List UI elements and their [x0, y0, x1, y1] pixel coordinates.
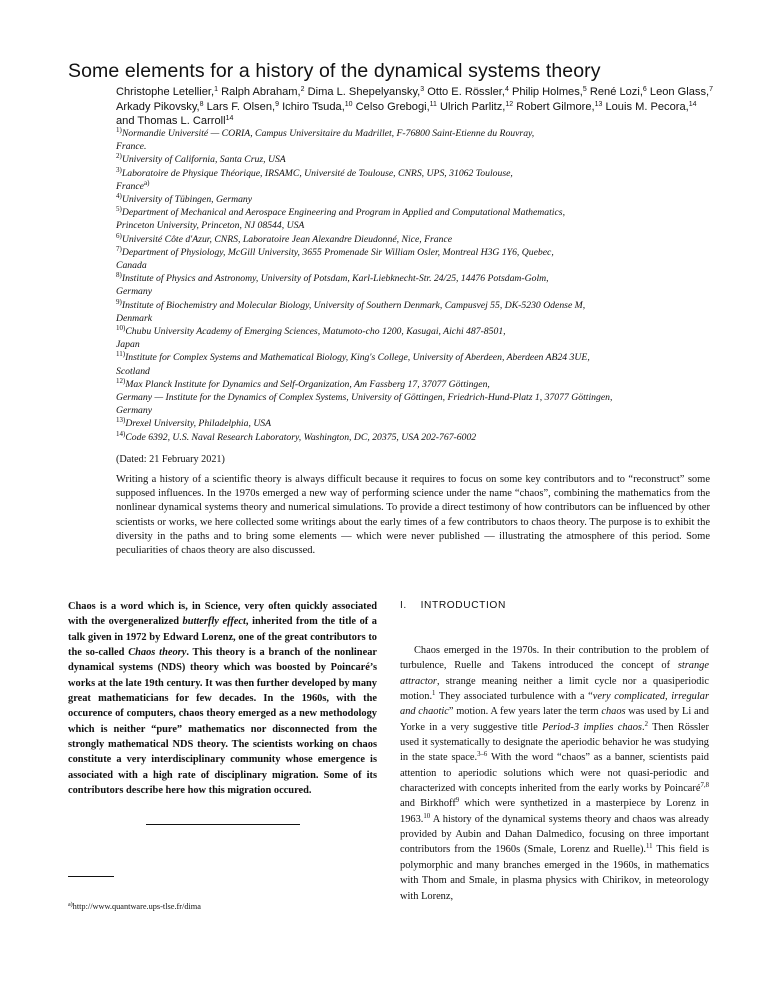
citation[interactable]: 9: [455, 797, 460, 805]
citation[interactable]: 7,8: [700, 782, 709, 790]
footnote: $^{a)}$http://www.quantware.ups-tlse.fr/dima: [68, 902, 201, 911]
author: Ulrich Parlitz,$^{12}$: [440, 100, 514, 113]
citation[interactable]: 11: [646, 843, 653, 851]
affiliation: $^{10)}$Chubu University Academy of Emerging Sciences, Matumoto-cho 1200, Kasugai, Aichi 487-8501, Japan: [116, 324, 506, 351]
affiliation: $^{12)}$Max Planck Institute for Dynamics and Self-Organization, Am Fassberg 17, 37077 Göttingen, Germany — Institute for the Dynamics of Complex Systems, University of Göttingen, Friedrich-Hund-Platz 1, 37077 Göttingen, Germany: [116, 376, 613, 417]
author: Ichiro Tsuda,$^{10}$: [282, 100, 353, 113]
section-heading: I. INTRODUCTION: [400, 600, 506, 611]
paper-title: Some elements for a history of the dynamical systems theory: [68, 60, 601, 82]
affiliation: $^{9)}$Institute of Biochemistry and Molecular Biology, University of Southern Denmark, Campusvej 55, DK-5230 Odense M, Denmark: [116, 297, 586, 324]
author-list: [116, 85, 716, 129]
author: Celso Grebogi,$^{11}$: [355, 100, 437, 113]
dated-line: (Dated: 21 February 2021): [116, 454, 225, 465]
author: Christophe Letellier,$^1$: [116, 86, 218, 98]
author: Robert Gilmore,$^{13}$: [516, 100, 603, 113]
affiliation-list: [116, 127, 716, 444]
abstract: Writing a history of a scientific theory is always difficult because it requires to focus on some key contributors and to “reconstruct” some supposed influences. In the 1970s emerged a new way of performing science under the name “chaos”, combining the mathematics from the nonlinear dynamical systems theory and numerical simulations. To provide a direct testimony of how contributors can be influenced by other scientists or works, we here collected some writings about the early times of a few contributors to chaos theory. The purpose is to exhibit the diversity in the paths and to bring some elements — which were never published — illustrating the atmosphere of this period. Some peculiarities of chaos theory are also discussed.: [116, 474, 710, 557]
citation[interactable]: 10: [423, 812, 431, 820]
affiliation: $^{8)}$Institute of Physics and Astronomy, University of Potsdam, Karl-Liebknecht-Str. 24/25, 14476 Potsdam-Golm, Germany: [116, 271, 549, 298]
affiliation: $^{1)}$Normandie Université — CORIA, Campus Universitaire du Madrillet, F-76800 Saint-Etienne du Rouvray, France.: [116, 126, 535, 153]
footnote-link[interactable]: http://www.quantware.ups-tlse.fr/dima: [72, 902, 201, 911]
citation[interactable]: 1: [432, 690, 436, 698]
author: René Lozi,$^6$: [589, 86, 647, 98]
citation[interactable]: 2: [644, 720, 648, 728]
affiliation: $^{11)}$Institute for Complex Systems and Mathematical Biology, King's College, University of Aberdeen, Aberdeen AB24 3UE, Scotland: [116, 350, 590, 377]
separator-rule: [146, 824, 300, 825]
affiliation: $^{14)}$Code 6392, U.S. Naval Research Laboratory, Washington, DC, 20375, USA 202-767-6002: [116, 429, 477, 443]
author: Leon Glass,$^7$: [649, 86, 714, 98]
author: Philip Holmes,$^5$: [511, 86, 587, 98]
affiliation: $^{6)}$Université Côte d'Azur, CNRS, Laboratoire Jean Alexandre Dieudonné, Nice, France: [116, 231, 453, 245]
affiliation: $^{13)}$Drexel University, Philadelphia, USA: [116, 416, 272, 430]
affiliation: $^{2)}$University of California, Santa Cruz, USA: [116, 152, 286, 166]
intro-paragraph: Chaos emerged in the 1970s. In their contribution to the problem of turbulence, Ruelle and Takens introduced the concept of strange attractor, strange meaning neither a limit cycle nor a quasiperiodic motion.$^1$ They associated turbulence with a “very complicated, irregular and chaotic” motion. A few years later the term chaos was used by Li and Yorke in a very suggestive title Period-3 implies chaos.$^2$ Then Rössler used it systematically to designate the aperiodic behavior he was studying in the state space.$^{3-6}$ With the word “chaos” as a banner, scientists paid attention to aperiodic solutions which were not quasi-periodic and characterized with concepts inherited from the early works by Poincaré$^{7,8}$ and Birkhoff$^9$ which were synthetized in a masterpiece by Lorenz in 1963.10 A history of the dynamical systems theory and chaos was already provided by Aubin and Dahan Dalmedico, focusing on three important contributors from the 1960s (Smale, Lorenz and Ruelle).$^{11}$ This field is polymorphic and many branches emerged in the 1960s, in mathematics with Thom and Smale, in plasma physics with Chirikov, in meteorology with Lorenz,: [400, 645, 710, 902]
lead-paragraph: Chaos is a word which is, in Science, very often quickly associated with the overgeneralized butterfly effect, inherited from the title of a talk given in 1972 by Edward Lorenz, one of the great contributors to the so-called Chaos theory. This theory is a branch of the nonlinear dynamical systems (NDS) theory which was boosted by Poincaré’s works at the late 19th century. It was then further developed by many great mathematicians for few decades. In the 1960s, with the occurence of computers, chaos theory emerged as a new methodology which is neither “pure” mathematics nor disconnected from the strongly mathematical NDS theory. The scientists working on chaos constitute a very interdisciplinary community whose emergence is associated with a high rate of disciplinary migration. Some of its contributors describe here how this migration occured.: [68, 601, 378, 797]
affiliation: $^{4)}$University of Tübingen, Germany: [116, 192, 253, 206]
author: Ralph Abraham,$^2$: [221, 86, 305, 98]
citation[interactable]: 3–6: [477, 751, 488, 759]
author: Louis M. Pecora,$^{14}$: [605, 100, 697, 113]
author: Lars F. Olsen,$^9$: [206, 100, 279, 113]
author: Arkady Pikovsky,$^8$: [116, 100, 204, 113]
footnote-rule: [68, 876, 114, 877]
author: Otto E. Rössler,$^4$: [427, 86, 509, 98]
author: Dima L. Shepelyansky,$^3$: [307, 86, 425, 98]
affiliation: $^{3)}$Laboratoire de Physique Théorique, IRSAMC, Université de Toulouse, CNRS, UPS, 31062 Toulouse, France$^{a)}$: [116, 165, 513, 192]
affiliation: $^{5)}$Department of Mechanical and Aerospace Engineering and Program in Applied and Computational Mathematics, Princeton University, Princeton, NJ 08544, USA: [116, 205, 565, 232]
affiliation: $^{7)}$Department of Physiology, McGill University, 3655 Promenade Sir William Osler, Montreal H3G 1Y6, Quebec, Canada: [116, 244, 554, 272]
author: and Thomas L. Carroll$^{14}$: [116, 115, 234, 128]
